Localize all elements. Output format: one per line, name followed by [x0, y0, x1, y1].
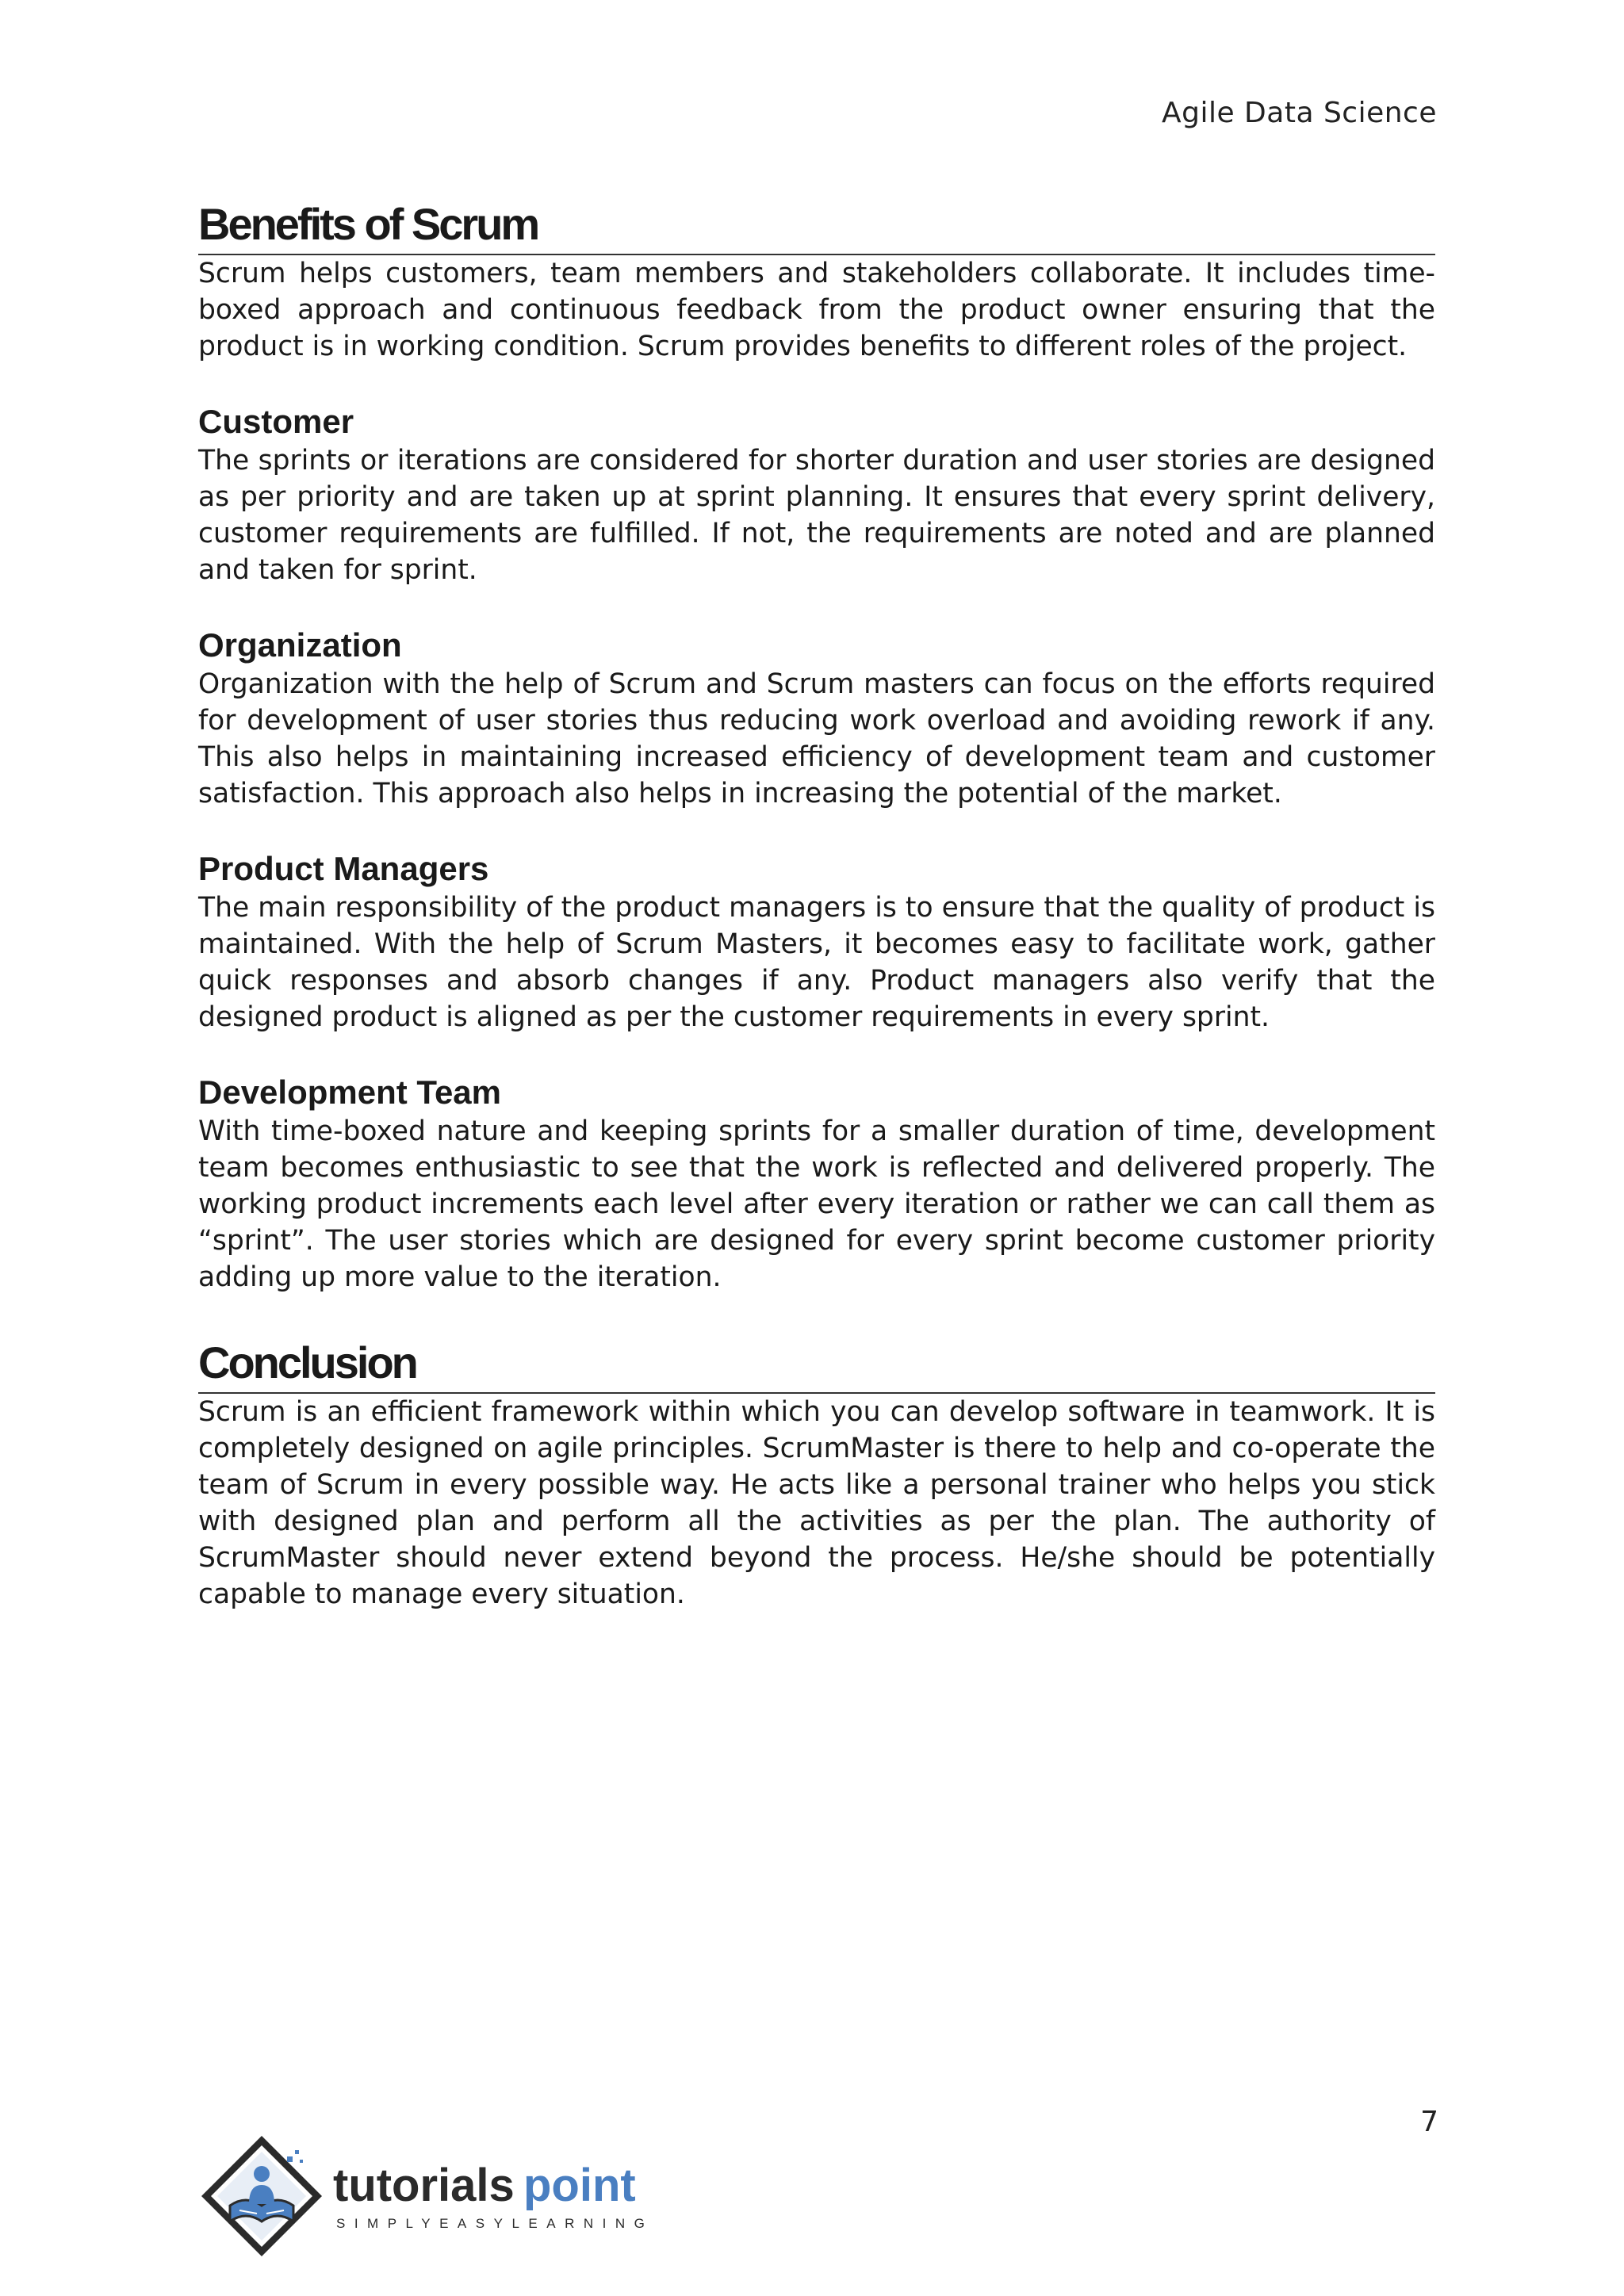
development-team-paragraph: With time-boxed nature and keeping sprints for a smaller duration of time, development team becomes enthusiastic to see that the work is reflected and delivered properly. The working product increments each level after every iteration or rather we can call them as “sprint”. The user stories which are designed for every sprint become customer priority adding up more value to the iteration. [198, 1115, 1435, 1293]
section-title-benefits: Benefits of Scrum [198, 198, 1435, 255]
book-reader-diamond-icon [201, 2136, 322, 2256]
logo-word-tutorials: tutorials [333, 2160, 515, 2211]
conclusion-paragraph: Scrum is an efficient framework within which you can develop software in teamwork. It is completely designed on agile principles. ScrumMaster is there to help and co-operate the team of Scrum in every possible way. He acts like a personal trainer who helps you stick with designed plan and perform all the activities as per the plan. The authority of ScrumMaster should never extend beyond the process. He/she should be potentially capable to manage every situation. [198, 1396, 1435, 1610]
product-managers-paragraph: The main responsibility of the product managers is to ensure that the quality of product is maintained. With the help of Scrum Masters, it becomes easy to facilitate work, gather quick responses and absorb changes if any. Product managers also verify that the designed product is aligned as per the customer requirements in every sprint. [198, 892, 1435, 1033]
logo-word-point: point [523, 2160, 636, 2211]
subheading-development-team: Development Team [198, 1073, 501, 1111]
subheading-organization: Organization [198, 626, 402, 664]
running-header: Agile Data Science [1161, 97, 1437, 129]
page-content [198, 198, 1435, 1613]
benefits-intro-paragraph: Scrum helps customers, team members and stakeholders collaborate. It includes time-boxed approach and continuous feedback from the product owner ensuring that the product is in working condition. Scrum provides benefits to different roles of the project. [198, 258, 1435, 362]
tutorialspoint-logo [198, 2133, 706, 2260]
organization-paragraph: Organization with the help of Scrum and Scrum masters can focus on the efforts required for development of user stories thus reducing work overload and avoiding rework if any. This also helps in maintaining increased efficiency of development team and customer satisfaction. This approach also helps in increasing the potential of the market. [198, 668, 1435, 809]
section-title-conclusion: Conclusion [198, 1337, 1435, 1394]
subheading-customer: Customer [198, 403, 354, 440]
page-number: 7 [1420, 2106, 1438, 2138]
customer-paragraph: The sprints or iterations are considered for shorter duration and user stories are designed as per priority and are taken up at sprint planning. It ensures that every sprint delivery, customer requirements are fulfilled. If not, the requirements are noted and are planned and taken for sprint. [198, 445, 1435, 586]
logo-tagline: SIMPLYEASYLEARNING [336, 2216, 654, 2231]
subheading-product-managers: Product Managers [198, 850, 489, 887]
